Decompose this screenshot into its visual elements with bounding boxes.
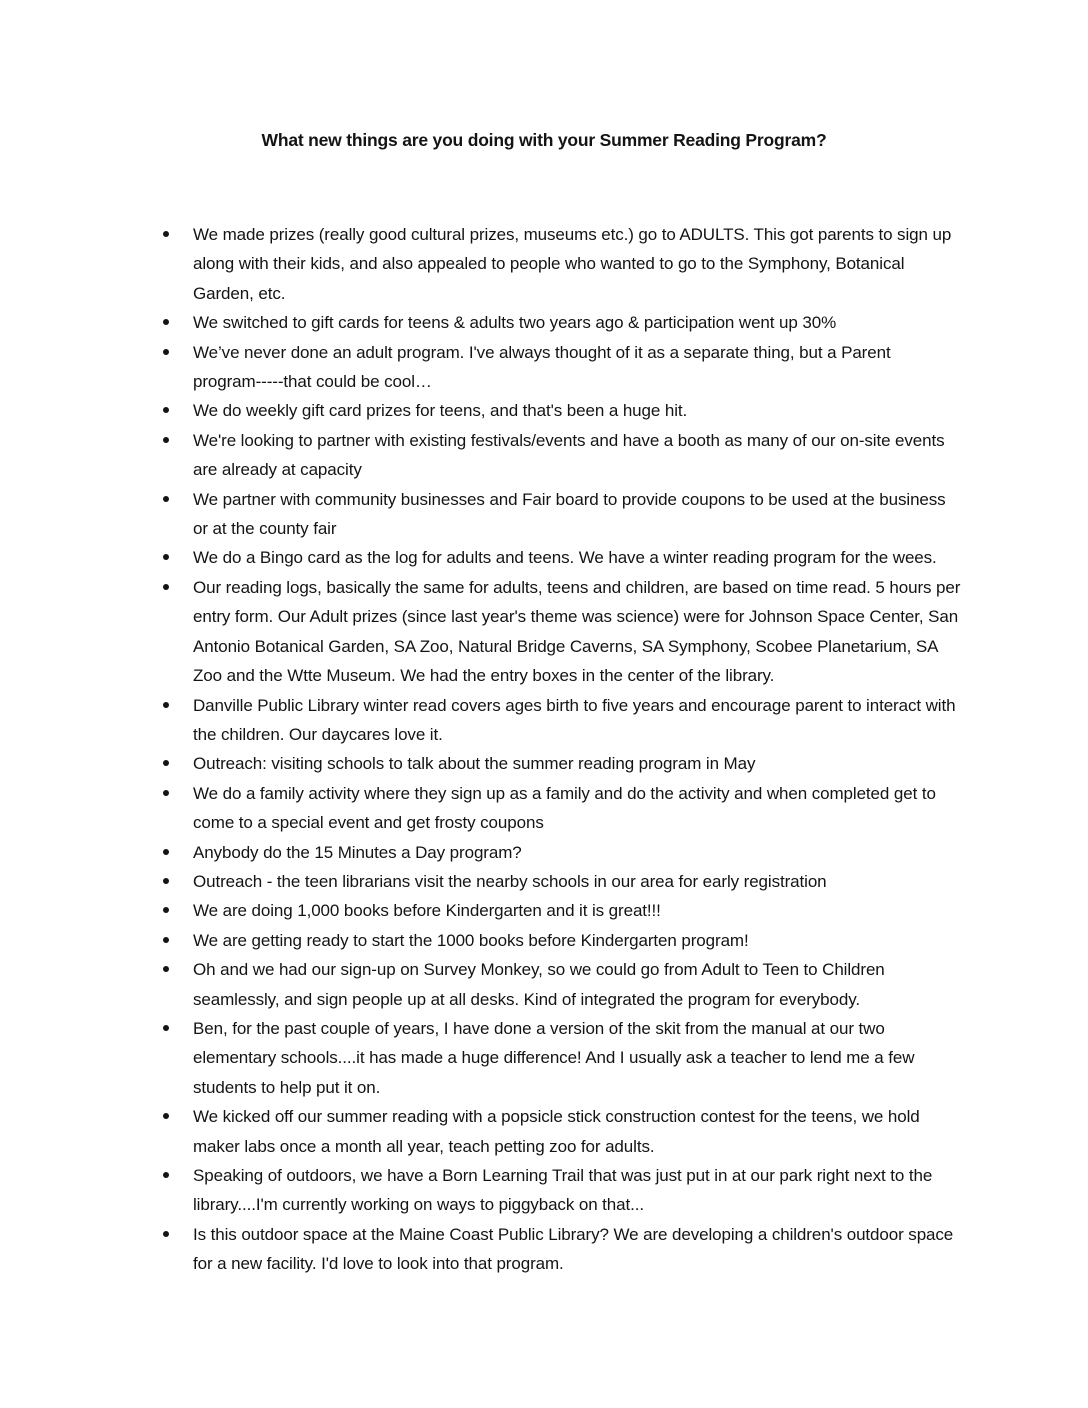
list-item: [160, 691, 963, 750]
list-item-text: Our reading logs, basically the same for adults, teens and children, are based on time read. 5 hours per entry form. Our Adult prizes (since last year's theme was science) were for Johnson Space Center, San Antonio Botanical Garden, SA Zoo, Natural Bridge Caverns, SA Symphony, Scobee Planetarium, SA Zoo and the Wtte Museum. We had the entry boxes in the center of the library.: [193, 577, 961, 686]
list-item: [160, 926, 963, 955]
list-item-text: We do a family activity where they sign up as a family and do the activity and when completed get to come to a special event and get frosty coupons: [193, 783, 936, 833]
bullet-icon: [163, 790, 169, 796]
list-item: [160, 1014, 963, 1102]
bullet-icon: [163, 437, 169, 443]
list-item: [160, 1220, 963, 1279]
list-item-text: We partner with community businesses and Fair board to provide coupons to be used at the business or at the county fair: [193, 489, 946, 539]
bullet-icon: [163, 937, 169, 943]
list-item-text: We do weekly gift card prizes for teens, and that's been a huge hit.: [193, 401, 688, 421]
bullet-icon: [163, 349, 169, 355]
list-item: [160, 220, 963, 308]
bullet-icon: [163, 231, 169, 237]
page-title: What new things are you doing with your Summer Reading Program?: [261, 130, 827, 150]
list-item: [160, 426, 963, 485]
list-item: [160, 867, 963, 896]
bullet-icon: [163, 702, 169, 708]
list-item-text: Is this outdoor space at the Maine Coast Public Library? We are developing a children's outdoor space for a new facility. I'd love to look into that program.: [193, 1224, 954, 1274]
list-item-text: Outreach - the teen librarians visit the nearby schools in our area for early registration: [193, 871, 827, 891]
list-item-text: Ben, for the past couple of years, I have done a version of the skit from the manual at our two elementary schools....it has made a huge difference! And I usually ask a teacher to lend me a few students to help put it on.: [193, 1018, 915, 1097]
bullet-icon: [163, 407, 169, 413]
list-item-text: We made prizes (really good cultural prizes, museums etc.) go to ADULTS. This got parents to sign up along with their kids, and also appealed to people who wanted to go to the Symphony, Botanical Garden, etc.: [193, 225, 952, 303]
bullet-icon: [163, 849, 169, 855]
list-item: [160, 896, 963, 925]
list-item-text: We do a Bingo card as the log for adults and teens. We have a winter reading program for the wees.: [193, 548, 937, 568]
list-item: [160, 338, 963, 397]
list-item-text: Anybody do the 15 Minutes a Day program?: [193, 842, 522, 862]
list-item-text: We are doing 1,000 books before Kindergarten and it is great!!!: [193, 901, 661, 921]
bullet-icon: [163, 760, 169, 766]
list-item: [160, 485, 963, 544]
bullet-icon: [163, 554, 169, 560]
list-item-text: We’ve never done an adult program. I've always thought of it as a separate thing, but a Parent program-----that could be cool…: [193, 342, 891, 392]
list-item-text: We switched to gift cards for teens & adults two years ago & participation went up 30%: [193, 313, 837, 333]
bullet-icon: [163, 1231, 169, 1237]
bullet-icon: [163, 878, 169, 884]
bullet-icon: [163, 966, 169, 972]
list-item-text: Speaking of outdoors, we have a Born Learning Trail that was just put in at our park right next to the library....I'm currently working on ways to piggyback on that...: [193, 1166, 933, 1215]
list-item-text: We are getting ready to start the 1000 books before Kindergarten program!: [193, 930, 749, 950]
bullet-icon: [163, 584, 169, 590]
bullet-icon: [163, 907, 169, 913]
list-item: [160, 543, 963, 572]
list-item-text: Outreach: visiting schools to talk about the summer reading program in May: [193, 754, 756, 774]
list-item-text: Oh and we had our sign-up on Survey Monkey, so we could go from Adult to Teen to Children seamlessly, and sign people up at all desks. Kind of integrated the program for everybody.: [193, 960, 885, 1009]
bullet-icon: [163, 1113, 169, 1119]
list-item-text: We're looking to partner with existing festivals/events and have a booth as many of our on-site events are already at capacity: [193, 430, 945, 480]
bullet-icon: [163, 1025, 169, 1031]
list-item: [160, 749, 963, 778]
bullet-icon: [163, 1172, 169, 1178]
list-item-text: We kicked off our summer reading with a popsicle stick construction contest for the teens, we hold maker labs once a month all year, teach petting zoo for adults.: [193, 1107, 920, 1156]
list-item: [160, 955, 963, 1014]
list-item: [160, 573, 963, 691]
bullet-list: [160, 220, 960, 1279]
list-item: [160, 838, 963, 867]
list-item: [160, 308, 963, 337]
list-item: [160, 1161, 963, 1220]
bullet-icon: [163, 496, 169, 502]
list-item: [160, 396, 963, 425]
list-item: [160, 1102, 963, 1161]
list-item: [160, 779, 963, 838]
bullet-icon: [163, 319, 169, 325]
list-item-text: Danville Public Library winter read covers ages birth to five years and encourage parent to interact with the children. Our daycares love it.: [193, 695, 956, 744]
